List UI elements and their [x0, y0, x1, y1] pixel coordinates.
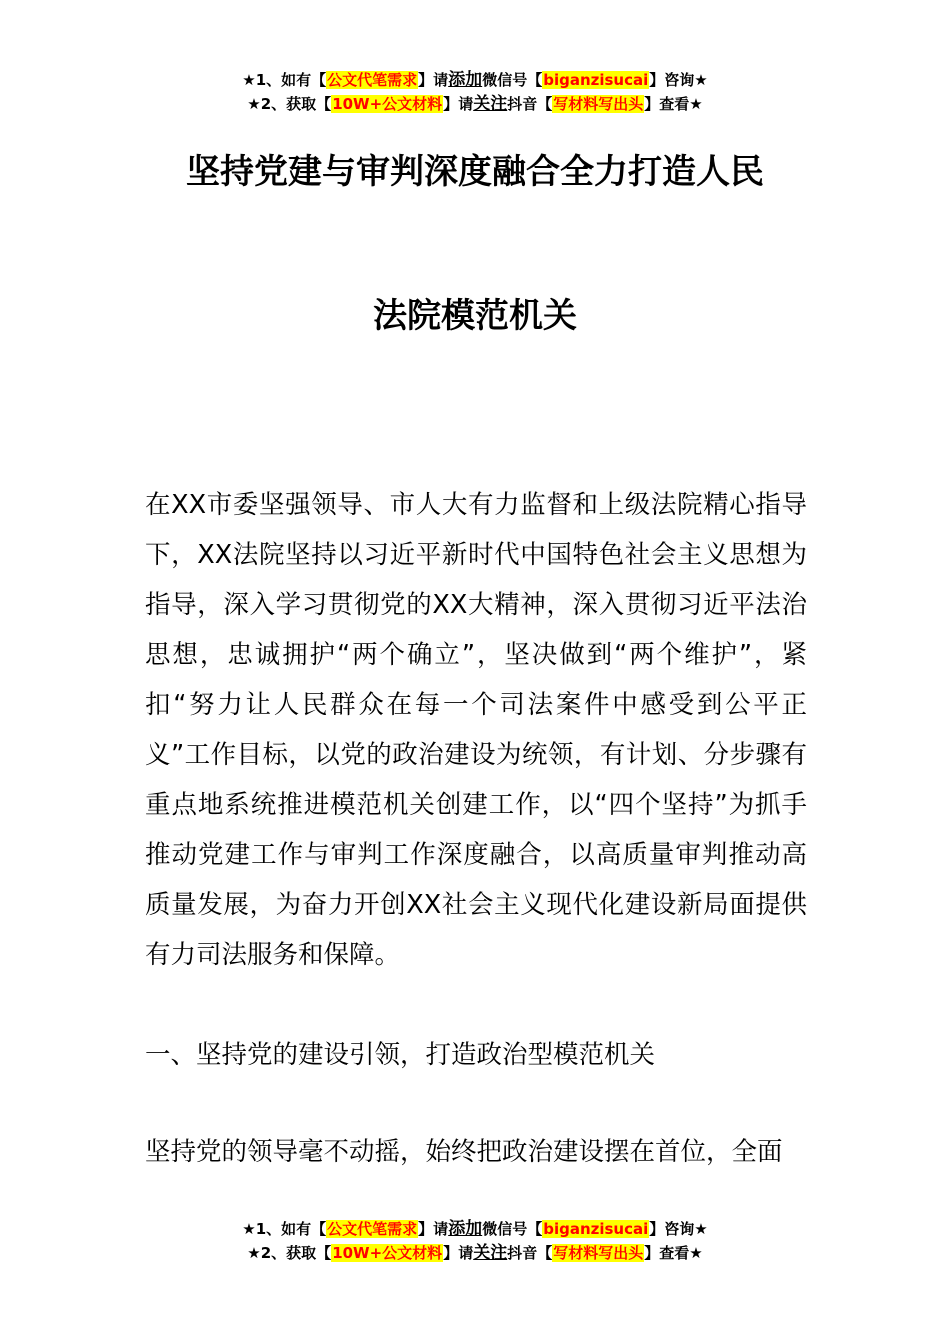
- banner-text: 微信号【: [482, 71, 543, 89]
- banner-text: 抖音【: [507, 95, 553, 113]
- banner-highlight: 10W+公文材料: [332, 95, 443, 113]
- banner-text: 】查看★: [644, 1244, 703, 1262]
- banner-text: ★2、获取【: [247, 1244, 332, 1262]
- banner-text: 】请: [443, 95, 474, 113]
- banner-highlight: 公文代笔需求: [327, 1220, 418, 1238]
- banner-text: ★1、如有【: [242, 1220, 327, 1238]
- banner-highlight: 写材料写出头: [553, 1244, 644, 1262]
- banner-text: 微信号【: [482, 1220, 543, 1238]
- banner-text: ★2、获取【: [247, 95, 332, 113]
- header-banner: [0, 68, 950, 116]
- banner-highlight: biganzisucai: [543, 71, 649, 89]
- banner-text: 】请: [418, 1220, 449, 1238]
- banner-underline: 关注: [473, 94, 508, 114]
- banner-text: 】请: [418, 71, 449, 89]
- banner-text: 】咨询★: [649, 1220, 708, 1238]
- banner-text: 】查看★: [644, 95, 703, 113]
- banner-highlight: 10W+公文材料: [332, 1244, 443, 1262]
- banner-underline: 添加: [448, 1219, 483, 1239]
- banner-highlight: 公文代笔需求: [327, 71, 418, 89]
- header-banner-line-2: [0, 92, 950, 116]
- banner-highlight: 写材料写出头: [553, 95, 644, 113]
- banner-text: 】咨询★: [649, 71, 708, 89]
- header-banner-line-1: [0, 68, 950, 92]
- footer-banner-line-1: [0, 1217, 950, 1241]
- banner-text: ★1、如有【: [242, 71, 327, 89]
- section-heading-1: 一、坚持党的建设引领，打造政治型模范机关: [145, 1040, 656, 1070]
- document-title-line-1: 坚持党建与审判深度融合全力打造人民: [186, 152, 764, 192]
- banner-highlight: biganzisucai: [543, 1220, 649, 1238]
- banner-text: 抖音【: [507, 1244, 553, 1262]
- body-paragraph-2: 坚持党的领导毫不动摇，始终把政治建设摆在首位，全面: [145, 1137, 783, 1167]
- body-paragraph-1: 在XX市委坚强领导、市人大有力监督和上级法院精心指导下，XX法院坚持以习近平新时代中国特色社会主义思想为指导，深入学习贯彻党的XX大精神，深入贯彻习近平法治思想，忠诚拥护“两个确立”，坚决做到“两个维护”，紧扣“努力让人民群众在每一个司法案件中感受到公平正义”工作目标，以党的政治建设为统领，有计划、分步骤有重点地系统推进模范机关创建工作，以“四个坚持”为抓手推动党建工作与审判工作深度融合，以高质量审判推动高质量发展，为奋力开创XX社会主义现代化建设新局面提供有力司法服务和保障。: [145, 490, 807, 970]
- footer-banner-line-2: [0, 1241, 950, 1265]
- document-title-line-2: 法院模范机关: [373, 296, 577, 336]
- banner-underline: 关注: [473, 1243, 508, 1263]
- footer-banner: [0, 1217, 950, 1265]
- banner-text: 】请: [443, 1244, 474, 1262]
- banner-underline: 添加: [448, 70, 483, 90]
